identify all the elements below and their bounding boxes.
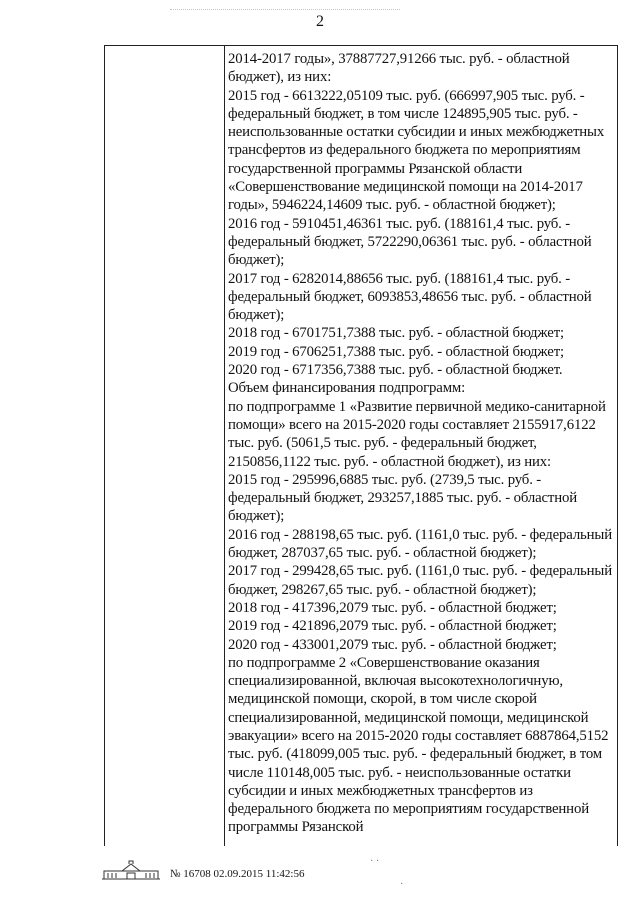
paragraph: 2015 год - 295996,6885 тыс. руб. (2739,5 тыс. руб. - федеральный бюджет, 293257,1885 тыс. руб. - областной бюджет); [228, 471, 578, 525]
paragraph: 2016 год - 5910451,46361 тыс. руб. (188161,4 тыс. руб. - федеральный бюджет, 5722290,06361 тыс. руб. - областной бюджет); [228, 215, 592, 269]
building-stamp-icon [100, 859, 162, 881]
paragraph: 2020 год - 433001,2079 тыс. руб. - областной бюджет; [228, 636, 557, 653]
paragraph: 2019 год - 6706251,7388 тыс. руб. - областной бюджет; [228, 343, 564, 360]
paragraph: 2019 год - 421896,2079 тыс. руб. - областной бюджет; [228, 618, 557, 635]
scan-artifact: · · [370, 856, 380, 867]
paragraph: 2015 год - 6613222,05109 тыс. руб. (666997,905 тыс. руб. - федеральный бюджет, в том числе 124895,905 тыс. руб. - неиспользованные остатки субсидии и иных межбюджетных трансфертов из федерального бюджета по мероприятиям государственной программы Рязанской области «Совершенствование медицинской помощи на 2014-2017 годы», 5946224,14609 тыс. руб. - областной бюджет); [228, 87, 605, 214]
document-registration-stamp: № 16708 02.09.2015 11:42:56 [170, 868, 305, 880]
paragraph: 2016 год - 288198,65 тыс. руб. (1161,0 тыс. руб. - федеральный бюджет, 287037,65 тыс. руб. - областной бюджет); [228, 526, 612, 562]
page-number: 2 [316, 13, 324, 30]
paragraph: по подпрограмме 1 «Развитие первичной медико-санитарной помощи» всего на 2015-2020 годы составляет 2155917,6122 тыс. руб. (5061,5 тыс. руб. - федеральный бюджет, 2150856,1122 тыс. руб. - областной бюджет), из них: [228, 398, 606, 470]
paragraph: 2017 год - 299428,65 тыс. руб. (1161,0 тыс. руб. - федеральный бюджет, 298267,65 тыс. руб. - областной бюджет); [228, 563, 612, 598]
document-table [104, 45, 618, 846]
paragraph: Объем финансирования подпрограмм: [228, 380, 466, 397]
paragraph: 2020 год - 6717356,7388 тыс. руб. - областной бюджет. [228, 362, 563, 379]
column-divider [224, 46, 225, 846]
table-cell-text [228, 50, 614, 837]
paragraph: 2018 год - 417396,2079 тыс. руб. - областной бюджет; [228, 599, 557, 616]
scan-artifact: · [400, 879, 404, 890]
paragraph: 2017 год - 6282014,88656 тыс. руб. (188161,4 тыс. руб. - федеральный бюджет, 6093853,48656 тыс. руб. - областной бюджет); [228, 270, 592, 324]
paragraph: 2014-2017 годы», 37887727,91266 тыс. руб. - областной бюджет), из них: [228, 51, 570, 86]
paragraph: по подпрограмме 2 «Совершенствование оказания специализированной, включая высокотехнологичную, медицинской помощи, скорой, в том числе скорой специализированной, медицинской помощи, медицинской эвакуации» всего на 2015-2020 годы составляет 6887864,5152 тыс. руб. (418099,005 тыс. руб. - федеральный бюджет, в том числе 110148,005 тыс. руб. - неиспользованные остатки субсидии и иных межбюджетных трансфертов из федерального бюджета по мероприятиям государственной программы Рязанской [228, 654, 609, 836]
paragraph: 2018 год - 6701751,7388 тыс. руб. - областной бюджет; [228, 325, 564, 342]
